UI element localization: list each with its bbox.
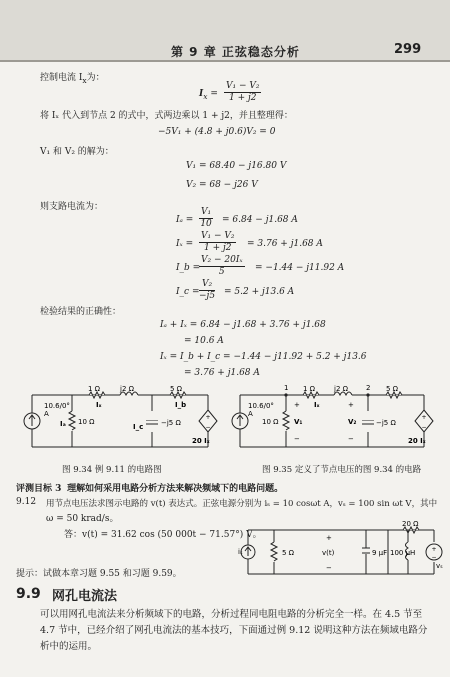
header-rule xyxy=(0,60,450,62)
check-line-1: Iₐ + Iₓ = 6.84 − j1.68 + 3.76 + j1.68 xyxy=(160,320,326,330)
c1-ctrl-label: 20 Iₓ xyxy=(192,437,210,445)
check-line-2: = 10.6 A xyxy=(184,336,224,346)
ix-eq-sign: = xyxy=(210,89,218,99)
substitute-text: 将 Iₓ 代入到节点 2 的式中，式两边乘以 1 + j2，并且整理得： xyxy=(40,111,293,121)
problem-text-2: ω = 50 krad/s。 xyxy=(46,514,119,524)
control-current-sub: x xyxy=(82,75,87,85)
c1-l1-label: j2 Ω xyxy=(120,385,134,393)
objective-label: 评测目标 3 xyxy=(16,484,62,494)
c2-node-2: 2 xyxy=(366,384,371,392)
ic-denominator: −j5 xyxy=(199,291,216,301)
ix2-rhs: = 3.76 + j1.68 A xyxy=(247,239,323,249)
c2-l1-label: j2 Ω xyxy=(334,385,348,393)
c1-r3-label: 10 Ω xyxy=(78,418,95,426)
ix2-lhs: Iₓ = xyxy=(176,239,194,249)
c2-node-1: 1 xyxy=(284,384,289,392)
svg-text:+: + xyxy=(421,414,427,421)
page-number: 299 xyxy=(394,42,422,57)
c1-r1-label: 1 Ω xyxy=(88,385,101,393)
ix-fraction xyxy=(224,81,261,104)
chapter-title: 第 9 章 正弦稳态分析 xyxy=(171,45,300,59)
c2-v2-plus: + xyxy=(348,401,354,409)
branch-intro: 则支路电流为： xyxy=(40,202,104,212)
ic-lhs: I_c = xyxy=(176,287,200,297)
ib-numerator: V₂ − 20Iₓ xyxy=(201,255,243,265)
c2-v2-label: V₂ xyxy=(348,418,357,426)
svg-text:−: − xyxy=(431,554,437,561)
figure-9-35-caption: 图 9.35 定义了节点电压的图 9.34 的电路 xyxy=(262,465,422,475)
v2-solution: V₂ = 68 − j26 V xyxy=(186,180,258,190)
c2-c-label: −j5 Ω xyxy=(376,419,396,427)
ix-sub: x xyxy=(203,91,208,101)
problem-answer: 答：v(t) = 31.62 cos (50 000t − 71.57°) V。 xyxy=(64,530,262,540)
c2-v1-plus: + xyxy=(294,401,300,409)
ix2-fraction xyxy=(199,231,236,254)
c1-c-label: −j5 Ω xyxy=(161,419,181,427)
c3-vs-label: vₛ xyxy=(436,562,443,570)
c2-r1-label: 1 Ω xyxy=(303,385,316,393)
c3-r1-label: 5 Ω xyxy=(282,549,295,557)
figure-9-35-circuit xyxy=(228,381,438,461)
ix-equation-lhs xyxy=(199,89,218,101)
svg-text:+: + xyxy=(431,546,437,553)
ib-denominator: 5 xyxy=(218,267,225,277)
problem-number: 9.12 xyxy=(16,497,37,507)
c2-v2-minus: − xyxy=(348,435,354,443)
c2-ctrl-label: 20 Iₓ xyxy=(408,437,426,445)
c2-r2-label: 5 Ω xyxy=(386,385,399,393)
c3-c-label: 9 μF xyxy=(372,549,388,557)
control-current-tail: 为： xyxy=(86,73,105,83)
svg-text:−: − xyxy=(421,424,427,431)
check-intro: 检验结果的正确性： xyxy=(40,307,122,317)
ia-lhs: Iₐ = xyxy=(176,215,194,225)
ib-fraction xyxy=(199,255,245,278)
ix-numerator: V₁ − V₂ xyxy=(226,81,260,91)
objective-text: 理解如何采用电路分析方法来解决频域下的电路问题。 xyxy=(67,484,284,494)
c3-v-label: v(t) xyxy=(322,549,335,557)
v1-solution: V₁ = 68.40 − j16.80 V xyxy=(186,161,287,171)
svg-text:−: − xyxy=(205,424,211,431)
objective xyxy=(16,481,283,494)
c2-r3-label: 10 Ω xyxy=(262,418,279,426)
c2-source-unit: A xyxy=(248,410,253,418)
hint: 提示：试做本章习题 9.55 和习题 9.59。 xyxy=(16,569,182,579)
ic-fraction xyxy=(199,279,215,302)
ib-lhs: I_b = xyxy=(176,263,201,273)
ix-denominator: 1 + j2 xyxy=(228,93,257,103)
section-paragraph: 可以用网孔电流法来分析频域下的电路，分析过程同电阻电路的分析完全一样。在 4.5 节至 4.7 节中，已经介绍了网孔电流法的基本技巧，下面通过例 9.12 说明这种方法在频域电路分析中的运用。 xyxy=(40,609,428,652)
c3-l-label: 100 μH xyxy=(390,549,416,557)
c1-r2-label: 5 Ω xyxy=(170,385,183,393)
control-current-label: 控制电流 I xyxy=(40,73,83,83)
figure-9-34-circuit xyxy=(20,381,220,461)
ia-denominator: 10 xyxy=(200,219,212,229)
ib-rhs: = −1.44 − j11.92 A xyxy=(255,263,345,273)
ix-symbol: I xyxy=(199,89,204,99)
section-title: 网孔电流法 xyxy=(52,589,118,604)
c1-ix-label: Iₓ xyxy=(96,401,102,409)
c2-v1-label: V₁ xyxy=(294,418,303,426)
ic-numerator: V₂ xyxy=(199,279,215,291)
c2-v1-minus: − xyxy=(294,435,300,443)
c1-ib-label: I_b xyxy=(175,401,187,409)
svg-text:+: + xyxy=(205,414,211,421)
solution-intro: V₁ 和 V₂ 的解为： xyxy=(40,147,114,157)
ia-fraction xyxy=(199,207,213,230)
section-number: 9.9 xyxy=(16,586,41,602)
problem-9-12-circuit xyxy=(238,520,444,582)
c3-v-minus: − xyxy=(326,564,332,572)
c3-r2-label: 20 Ω xyxy=(402,520,419,528)
c3-v-plus: + xyxy=(326,534,332,542)
c2-ix-label: Iₓ xyxy=(314,401,320,409)
ix2-denominator: 1 + j2 xyxy=(203,243,232,253)
check-line-4: = 3.76 + j1.68 A xyxy=(184,368,260,378)
figure-9-34-caption: 图 9.34 例 9.11 的电路图 xyxy=(62,465,162,475)
c1-source-label: 10.6/0° xyxy=(44,402,70,410)
c1-source-unit: A xyxy=(44,410,49,418)
check-line-3: Iₓ = I_b + I_c = −1.44 − j11.92 + 5.2 + j13.6 xyxy=(160,352,367,362)
ia-rhs: = 6.84 − j1.68 A xyxy=(222,215,298,225)
ic-rhs: = 5.2 + j13.6 A xyxy=(224,287,295,297)
problem-text-1: 用节点电压法求图示电路的 v(t) 表达式。正弦电源分别为 iₛ = 10 cosωt A，vₛ = 100 sin ωt V，其中 xyxy=(46,499,438,509)
ix2-numerator: V₁ − V₂ xyxy=(201,231,235,241)
c3-is-label: iₛ xyxy=(238,548,243,556)
c1-ia-label: Iₐ xyxy=(60,420,66,428)
c2-source-label: 10.6/0° xyxy=(248,402,274,410)
c1-ic-label: I_c xyxy=(133,423,144,431)
node-equation: −5V₁ + (4.8 + j0.6)V₂ = 0 xyxy=(158,127,276,137)
control-current-text xyxy=(40,70,105,85)
ia-numerator: V₁ xyxy=(201,207,212,217)
